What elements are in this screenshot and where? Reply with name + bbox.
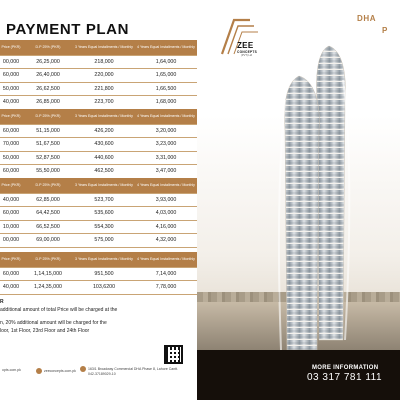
table-row bbox=[0, 96, 197, 110]
cell-price: 60,000 bbox=[0, 165, 23, 179]
cell-price: 40,000 bbox=[0, 281, 23, 295]
header-4yr: 4 Years Equal Installments / Monthly bbox=[135, 109, 197, 124]
table-header-row bbox=[0, 40, 197, 55]
cell-3yr: 535,600 bbox=[73, 207, 135, 221]
cell-dp: 66,52,500 bbox=[23, 220, 73, 234]
header-4yr: 4 Years Equal Installments / Monthly bbox=[135, 40, 197, 55]
cell-price: 50,000 bbox=[0, 82, 23, 96]
cell-dp: 26,25,000 bbox=[23, 55, 73, 69]
cell-3yr: 223,700 bbox=[73, 96, 135, 110]
cell-price: 60,000 bbox=[0, 207, 23, 221]
header-4yr: 4 Years Equal Installments / Monthly bbox=[135, 252, 197, 267]
header-price: Price (PKR) bbox=[0, 252, 23, 267]
header-price: Price (PKR) bbox=[0, 109, 23, 124]
footer-phone-text: 042-37189029-10 bbox=[88, 372, 116, 376]
cell-3yr: 462,500 bbox=[73, 165, 135, 179]
cell-price: 50,000 bbox=[0, 151, 23, 165]
header-3yr: 3 Years Equal Installments / Monthly bbox=[73, 109, 135, 124]
table-header-row bbox=[0, 252, 197, 267]
cell-3yr: 103,6200 bbox=[73, 281, 135, 295]
cell-dp: 62,85,000 bbox=[23, 193, 73, 207]
table-header-row bbox=[0, 109, 197, 124]
cell-4yr: 3,93,000 bbox=[135, 193, 197, 207]
cell-price: 40,000 bbox=[0, 193, 23, 207]
table-row bbox=[0, 267, 197, 281]
cell-3yr: 523,700 bbox=[73, 193, 135, 207]
table-row bbox=[0, 82, 197, 96]
header-3yr: 3 Years Equal Installments / Monthly bbox=[73, 252, 135, 267]
header-4yr: 4 Years Equal Installments / Monthly bbox=[135, 178, 197, 193]
plan-table-a bbox=[0, 40, 197, 110]
table-header-row bbox=[0, 178, 197, 193]
cell-4yr: 4,16,000 bbox=[135, 220, 197, 234]
cell-dp: 26,40,000 bbox=[23, 69, 73, 83]
cell-4yr: 1,65,000 bbox=[135, 69, 197, 83]
header-dp: D.P 25% (PKR) bbox=[23, 40, 73, 55]
logo-text: ZEE bbox=[237, 41, 254, 50]
cell-3yr: 218,000 bbox=[73, 55, 135, 69]
cell-dp: 64,42,500 bbox=[23, 207, 73, 221]
cell-4yr: 4,03,000 bbox=[135, 207, 197, 221]
footer-address-text: 163/1 Broadway Commercial DHA Phase 8, Lahore Cantt. bbox=[88, 366, 179, 371]
brochure-cover bbox=[197, 0, 400, 400]
cell-price: 60,000 bbox=[0, 69, 23, 83]
notes-line: loor, 1st Floor, 23rd Floor and 24th Floor bbox=[0, 327, 90, 334]
notes-block bbox=[0, 299, 197, 335]
cell-3yr: 575,000 bbox=[73, 234, 135, 248]
cell-dp: 55,50,000 bbox=[23, 165, 73, 179]
notes-heading: R bbox=[0, 299, 4, 305]
footer-email bbox=[2, 368, 21, 372]
cell-4yr: 1,68,000 bbox=[135, 96, 197, 110]
header-price: Price (PKR) bbox=[0, 40, 23, 55]
cell-3yr: 426,200 bbox=[73, 124, 135, 138]
cell-price: 60,000 bbox=[0, 124, 23, 138]
plan-table-b bbox=[0, 109, 197, 179]
cell-dp: 26,62,500 bbox=[23, 82, 73, 96]
header-price: Price (PKR) bbox=[0, 178, 23, 193]
cell-dp: 52,87,500 bbox=[23, 151, 73, 165]
plan-table-d bbox=[0, 252, 197, 295]
cell-4yr: 3,31,000 bbox=[135, 151, 197, 165]
cell-dp: 1,24,35,000 bbox=[23, 281, 73, 295]
header-3yr: 3 Years Equal Installments / Monthly bbox=[73, 178, 135, 193]
logo-tag: (PVT) Ltd bbox=[241, 54, 253, 57]
tower-illustration bbox=[259, 40, 379, 360]
contact-label: MORE INFORMATION bbox=[312, 365, 379, 371]
footer-web-text: zeeconcepts.com.pk bbox=[44, 368, 76, 373]
cell-4yr: 3,47,000 bbox=[135, 165, 197, 179]
table-row bbox=[0, 55, 197, 69]
cell-3yr: 221,800 bbox=[73, 82, 135, 96]
header-dp: D.P 25% (PKR) bbox=[23, 109, 73, 124]
cell-3yr: 220,000 bbox=[73, 69, 135, 83]
table-row bbox=[0, 69, 197, 83]
table-row bbox=[0, 234, 197, 248]
payment-plan-panel bbox=[0, 0, 197, 400]
cell-4yr: 7,14,000 bbox=[135, 267, 197, 281]
table-row bbox=[0, 281, 197, 295]
location-pin-icon bbox=[80, 366, 86, 372]
cell-dp: 1,14,15,000 bbox=[23, 267, 73, 281]
qr-code bbox=[164, 345, 183, 364]
cell-price: 40,000 bbox=[0, 96, 23, 110]
cell-3yr: 430,600 bbox=[73, 138, 135, 152]
cell-3yr: 554,300 bbox=[73, 220, 135, 234]
table-row bbox=[0, 138, 197, 152]
footer-contacts bbox=[0, 364, 197, 380]
table-row bbox=[0, 193, 197, 207]
cell-4yr: 3,23,000 bbox=[135, 138, 197, 152]
table-row bbox=[0, 165, 197, 179]
table-row bbox=[0, 207, 197, 221]
header-3yr: 3 Years Equal Installments / Monthly bbox=[73, 40, 135, 55]
location-title: DHA bbox=[357, 14, 377, 23]
notes-line: additional amount of total Price will be charged at the bbox=[0, 306, 118, 313]
cell-4yr: 1,64,000 bbox=[135, 55, 197, 69]
cell-4yr: 3,20,000 bbox=[135, 124, 197, 138]
cell-4yr: 7,78,000 bbox=[135, 281, 197, 295]
cell-dp: 69,00,000 bbox=[23, 234, 73, 248]
cell-price: 10,000 bbox=[0, 220, 23, 234]
notes-line: n, 20% additional amount will be charged for the bbox=[0, 320, 107, 326]
footer-web bbox=[36, 368, 76, 374]
footer-address bbox=[80, 366, 178, 377]
cell-dp: 51,67,500 bbox=[23, 138, 73, 152]
contact-phone[interactable]: 03 317 781 111 bbox=[307, 372, 383, 383]
cell-3yr: 951,500 bbox=[73, 267, 135, 281]
page-title: PAYMENT PLAN bbox=[6, 21, 130, 38]
globe-icon bbox=[36, 368, 42, 374]
header-dp: D.P 25% (PKR) bbox=[23, 252, 73, 267]
cell-dp: 26,85,000 bbox=[23, 96, 73, 110]
cell-4yr: 4,32,000 bbox=[135, 234, 197, 248]
cell-dp: 51,15,000 bbox=[23, 124, 73, 138]
cell-3yr: 440,600 bbox=[73, 151, 135, 165]
table-row bbox=[0, 124, 197, 138]
cell-price: 00,000 bbox=[0, 234, 23, 248]
cell-4yr: 1,66,500 bbox=[135, 82, 197, 96]
table-row bbox=[0, 151, 197, 165]
location-subtitle: P bbox=[382, 26, 388, 35]
cell-price: 60,000 bbox=[0, 267, 23, 281]
cell-price: 70,000 bbox=[0, 138, 23, 152]
plan-table-c bbox=[0, 178, 197, 248]
logo-sub: CONCEPTS bbox=[237, 50, 258, 54]
header-dp: D.P 25% (PKR) bbox=[23, 178, 73, 193]
footer-email-text: opts.com.pk bbox=[2, 368, 21, 372]
table-row bbox=[0, 220, 197, 234]
cell-price: 00,000 bbox=[0, 55, 23, 69]
